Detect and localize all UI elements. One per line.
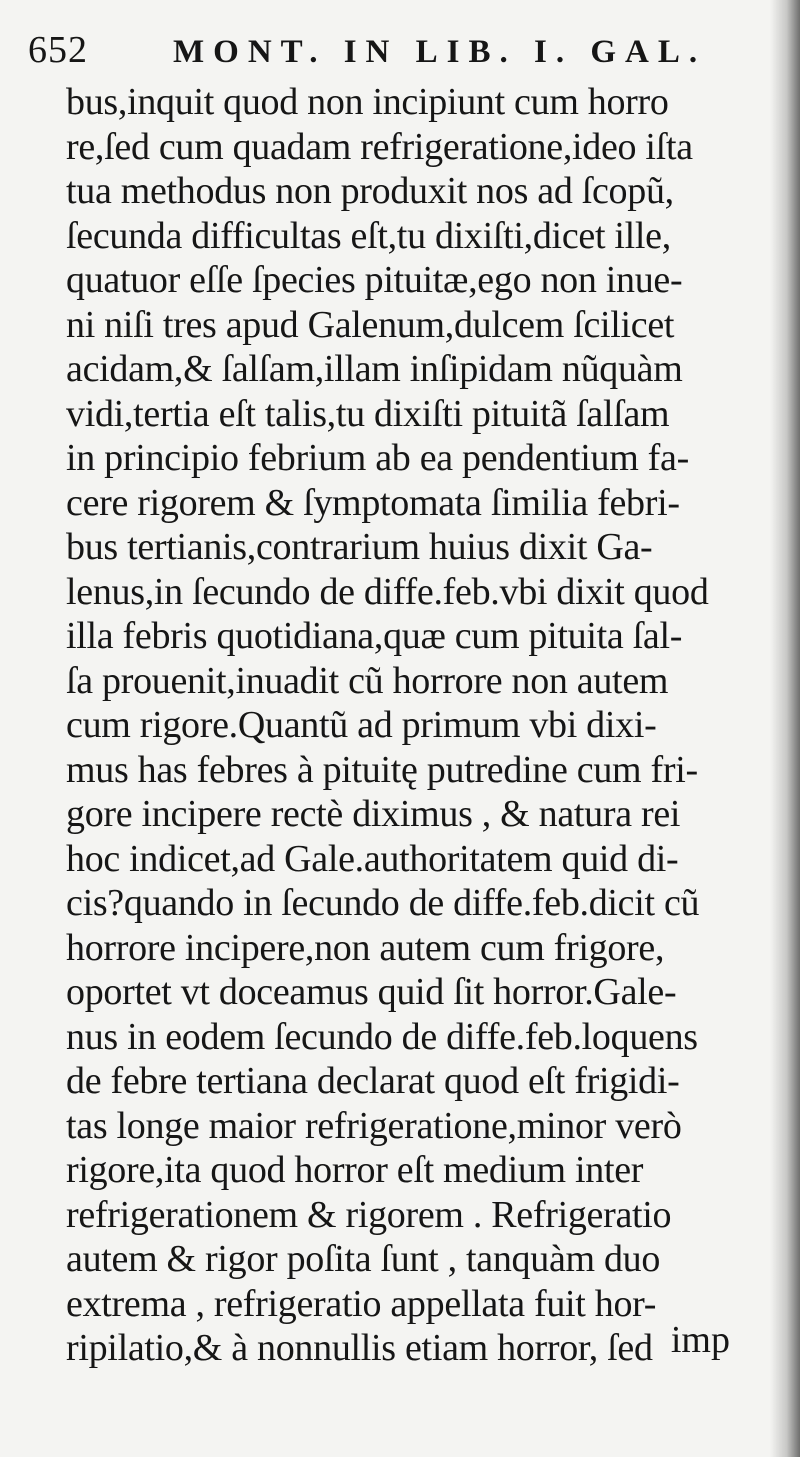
- catchword: imp: [670, 1319, 730, 1361]
- text-line: extrema , refrigeratio appellata fuit hor-: [66, 1282, 657, 1325]
- text-line: bus tertianis,contrarium huius dixit Ga-: [66, 526, 653, 568]
- text-line: ſecunda difficultas eſt,tu dixiſti,dicet ille,: [66, 214, 671, 257]
- body-text: [66, 80, 736, 1371]
- text-line: oportet vt doceamus quid ſit horror.Gale-: [66, 971, 677, 1013]
- text-line: cis?quando in ſecundo de diffe.feb.dicit cũ: [66, 882, 700, 924]
- text-line: gore incipere rectè diximus , & natura rei: [66, 793, 681, 835]
- text-line: ni niſi tres apud Galenum,dulcem ſcilicet: [66, 303, 675, 346]
- text-line: in principio febrium ab ea pendentium fa-: [66, 437, 689, 479]
- text-line: bus,inquit quod non incipiunt cum horro: [66, 81, 669, 123]
- page-number: 652: [28, 29, 88, 71]
- text-line: illa febris quotidiana,quæ cum pituita ſal-: [66, 615, 683, 657]
- text-line: tas longe maior refrigeratione,minor verò: [66, 1104, 682, 1147]
- text-line: ripilatio,& à nonnullis etiam horror, ſed: [66, 1327, 653, 1369]
- text-line: cum rigore.Quantũ ad primum vbi dixi-: [66, 704, 657, 746]
- text-line: ſa prouenit,inuadit cũ horrore non autem: [66, 659, 669, 702]
- running-title: MONT. IN LIB. I. GAL.: [173, 34, 707, 70]
- text-line: mus has febres à pituitę putredine cum fri-: [66, 748, 698, 791]
- text-line: acidam,& ſalſam,illam inſipidam nũquàm: [66, 348, 683, 390]
- text-line: rigore,ita quod horror eſt medium inter: [66, 1149, 644, 1191]
- text-line: hoc indicet,ad Gale.authoritatem quid di-: [66, 837, 679, 880]
- text-line: de febre tertiana declarat quod eſt frigidi-: [66, 1060, 680, 1102]
- text-line: tua methodus non produxit nos ad ſcopũ,: [66, 170, 674, 212]
- text-line: nus in eodem ſecundo de diffe.feb.loquens: [66, 1015, 698, 1058]
- text-line: vidi,tertia eſt talis,tu dixiſti pituitã ſalſam: [66, 392, 670, 435]
- running-head: [28, 28, 728, 72]
- text-line: re,ſed cum quadam refrigeratione,ideo iſta: [66, 125, 693, 168]
- text-line: lenus,in ſecundo de diffe.feb.vbi dixit quod: [66, 570, 709, 613]
- text-line: quatuor eſſe ſpecies pituitæ,ego non inue-: [66, 259, 683, 301]
- text-line: autem & rigor poſita ſunt , tanquàm duo: [66, 1238, 661, 1280]
- text-line: horrore incipere,non autem cum frigore,: [66, 926, 665, 969]
- text-line: refrigerationem & rigorem . Refrigeratio: [66, 1193, 672, 1236]
- text-line: cere rigorem & ſymptomata ſimilia febri-: [66, 481, 680, 524]
